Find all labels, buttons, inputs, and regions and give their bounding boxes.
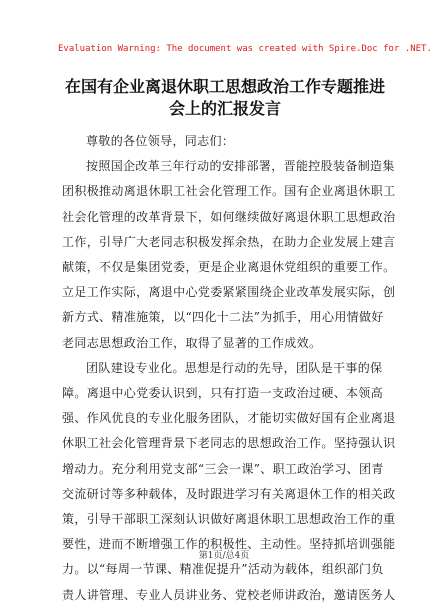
document-body <box>62 129 396 608</box>
paragraph-line: 献策，不仅是集团党委，更是企业离退休党组织的重要工作。 <box>62 260 396 275</box>
paragraph-line: 社会化管理的改革背景下，如何继续做好离退休职工思想政治 <box>62 209 396 224</box>
paragraph-line: 策，引导干部职工深刻认识做好离退休职工思想政治工作的重 <box>62 512 396 527</box>
paragraph-line: 工作，引导广大老同志积极发挥余热，在助力企业发展上建言 <box>62 234 396 249</box>
paragraph-line: 新方式、精准施策，以“四化十二法”为抓手，用心用情做好 <box>62 310 384 325</box>
paragraph-line: 休职工社会化管理背景下老同志的思想政治工作。坚持强认识 <box>62 436 396 451</box>
paragraph-line: 力。以“每周一节课、精准促提升”活动为载体，组织部门负 <box>62 562 384 577</box>
paragraph-line: 按照国企改革三年行动的安排部署，晋能控股装备制造集 <box>86 159 395 174</box>
page-footer: 第1页/总4页 <box>198 551 250 561</box>
evaluation-warning: Evaluation Warning: The document was created with Spire.Doc for .NET. <box>58 44 432 54</box>
paragraph-1 <box>62 154 396 356</box>
paragraph-line: 团队建设专业化。思想是行动的先导，团队是干事的保 <box>86 360 383 375</box>
paragraph-line: 交流研讨等多种载体，及时跟进学习有关离退休工作的相关政 <box>62 486 396 501</box>
paragraph-line: 团积极推动离退休职工社会化管理工作。国有企业离退休职工 <box>62 184 396 199</box>
paragraph-line: 老同志思想政治工作，取得了显著的工作成效。 <box>62 335 322 350</box>
paragraph-line: 立足工作实际，离退中心党委紧紧围绕企业改革发展实际，创 <box>62 285 396 300</box>
title-line: 在国有企业离退休职工思想政治工作专题推进 <box>64 77 385 96</box>
paragraph-line: 强、作风优良的专业化服务团队，才能切实做好国有企业离退 <box>62 411 396 426</box>
salutation <box>62 129 390 154</box>
paragraph-line: 增动力。充分利用党支部“三会一课”、职工政治学习、团青 <box>62 461 384 476</box>
paragraph-line: 障。离退中心党委认识到，只有打造一支政治过硬、本领高 <box>62 386 384 401</box>
paragraph-2 <box>62 356 396 608</box>
document-title <box>60 76 390 120</box>
salutation-text: 尊敬的各位领导，同志们： <box>86 134 235 148</box>
paragraph-line: 责人讲管理、专业人员讲业务、党校老师讲政治，邀请医务人 <box>62 587 396 602</box>
title-line: 会上的汇报发言 <box>168 99 281 118</box>
paragraph-line: 要性，进而不断增强工作的积极性、主动性。坚持抓培训强能 <box>62 537 396 552</box>
